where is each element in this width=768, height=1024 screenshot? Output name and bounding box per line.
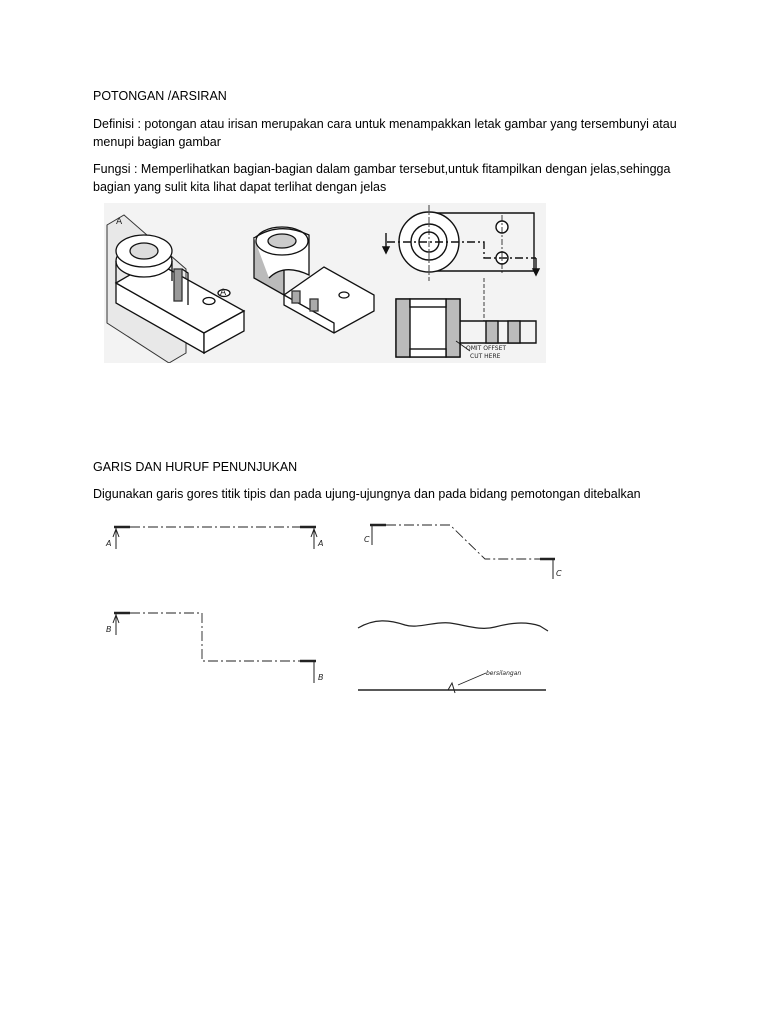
label-c-left: C (364, 535, 370, 544)
label-b-right: B (318, 673, 324, 682)
label-c-right: C (556, 569, 562, 578)
section-heading-potongan: POTONGAN /ARSIRAN (93, 89, 227, 103)
omit-offset-note: OMIT OFFSET (466, 345, 507, 352)
cutting-plane-label-side: A (220, 288, 227, 298)
label-a-right: A (318, 539, 324, 548)
wavy-break-line (358, 621, 548, 631)
stepped-diagonal-cutting-line (370, 525, 555, 579)
cutting-line-drawings (100, 515, 570, 705)
label-a-left: A (106, 539, 112, 548)
offset-cutting-line (113, 613, 316, 683)
section-view-figure (104, 203, 546, 363)
definition-paragraph: Definisi : potongan atau irisan merupakan cara untuk menampakkan letak gambar yang tersembunyi atau menupi bagian gambar (93, 117, 677, 149)
label-b-left: B (106, 625, 112, 634)
straight-cutting-line (113, 527, 317, 549)
description-paragraph: Digunakan garis gores titik tipis dan pada ujung-ujungnya dan pada bidang pemotongan ditebalkan (93, 487, 641, 501)
cutting-plane-label-top: A (116, 217, 123, 227)
cut-here-note: CUT HERE (470, 353, 501, 360)
bersilangan-label: bersilangan (486, 670, 522, 677)
function-paragraph: Fungsi : Memperlihatkan bagian-bagian dalam gambar tersebut,untuk fitampilkan dengan jelas,sehingga bagian yang sulit kita lihat dapat terlihat dengan jelas (93, 162, 671, 194)
section-heading-garis: GARIS DAN HURUF PENUNJUKAN (93, 460, 298, 474)
